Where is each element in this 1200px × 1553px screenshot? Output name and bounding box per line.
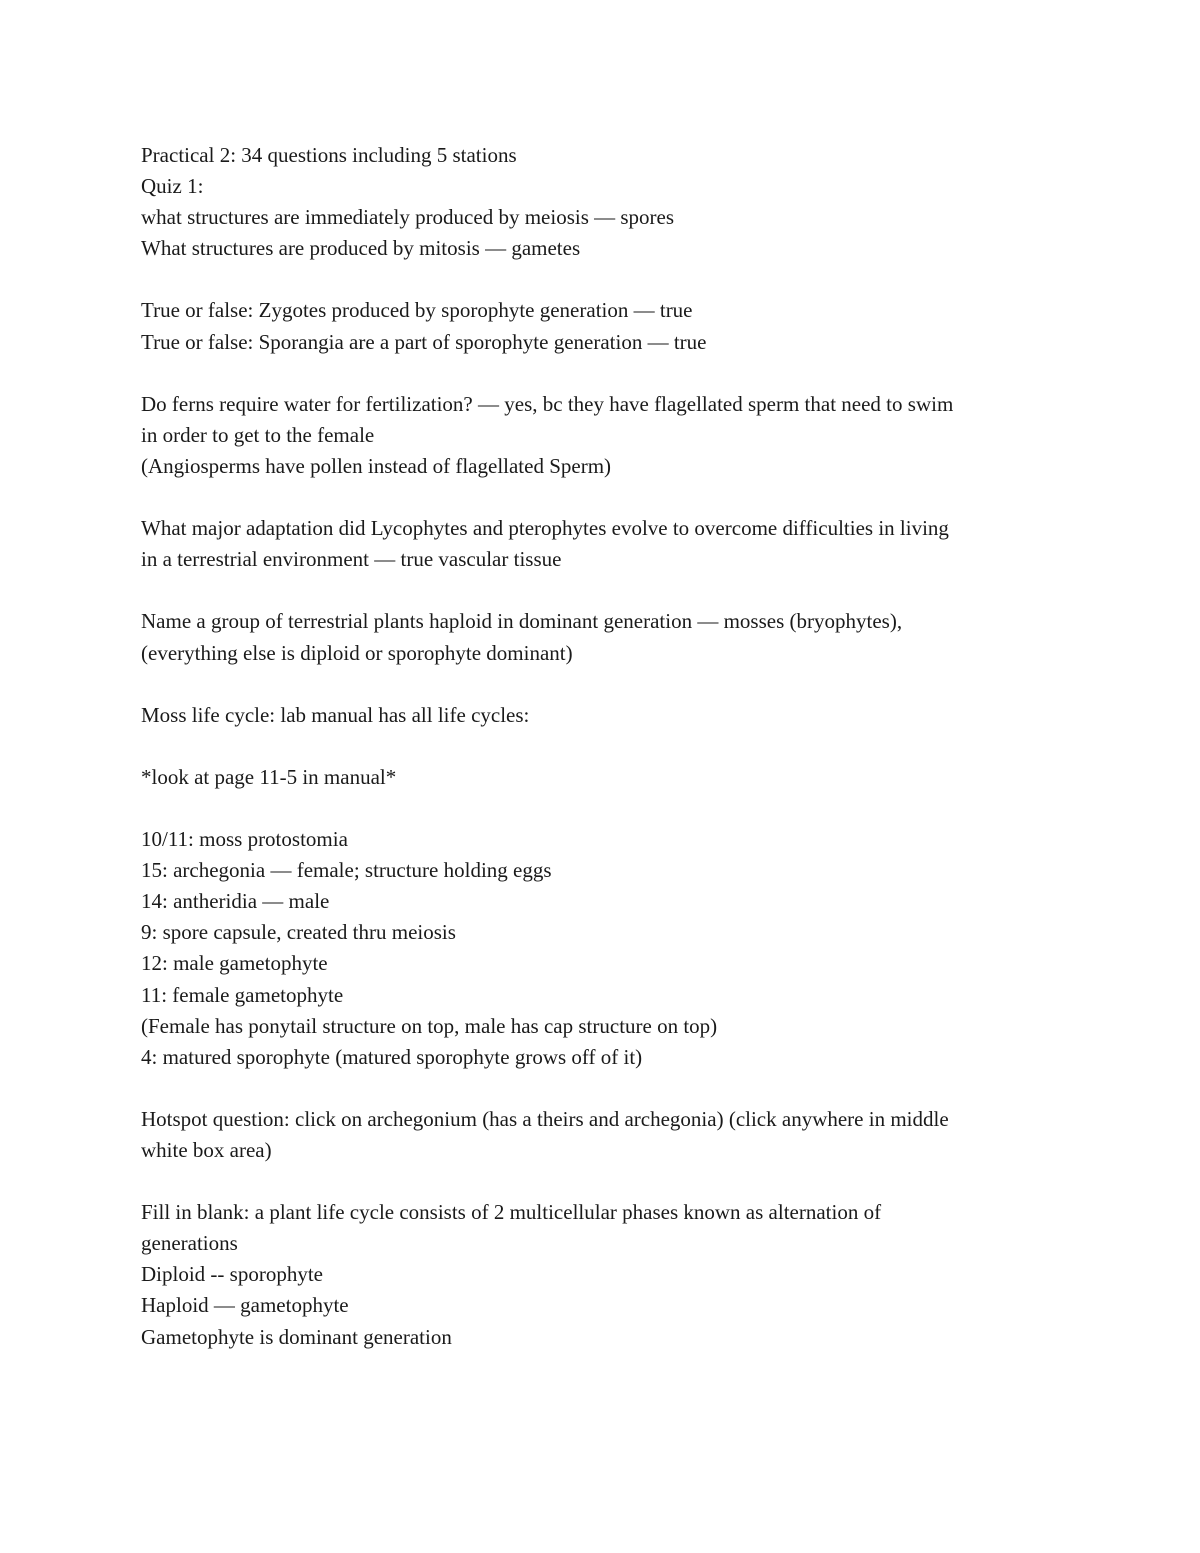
blank-line: [141, 1073, 1071, 1104]
text-line: Do ferns require water for fertilization? — yes, bc they have flagellated sperm that need to swim: [141, 391, 954, 416]
text-line: 15: archegonia — female; structure holding eggs: [141, 858, 552, 883]
text-line: Name a group of terrestrial plants haploid in dominant generation — mosses (bryophytes),: [141, 609, 903, 634]
blank-line: [141, 793, 1071, 824]
text-line: in order to get to the female: [141, 422, 375, 447]
text-line: Hotspot question: click on archegonium (has a theirs and archegonia) (click anywhere in middle: [141, 1106, 949, 1131]
blank-line: [141, 731, 1071, 762]
text-line: 11: female gametophyte: [141, 982, 344, 1007]
text-line: (Angiosperms have pollen instead of flagellated Sperm): [141, 453, 612, 478]
text-line: What structures are produced by mitosis — gametes: [141, 236, 581, 261]
text-line: True or false: Zygotes produced by sporophyte generation — true: [141, 298, 693, 323]
text-line: (Female has ponytail structure on top, male has cap structure on top): [141, 1013, 718, 1038]
text-line: Fill in blank: a plant life cycle consists of 2 multicellular phases known as alternation of: [141, 1200, 882, 1225]
text-line: Moss life cycle: lab manual has all life cycles:: [141, 702, 530, 727]
text-line: 12: male gametophyte: [141, 951, 328, 976]
text-line: *look at page 11-5 in manual*: [141, 764, 397, 789]
text-line: 14: antheridia — male: [141, 889, 330, 914]
text-line: Quiz 1:: [141, 174, 204, 199]
text-line: Gametophyte is dominant generation: [141, 1324, 452, 1349]
text-line: generations: [141, 1231, 238, 1256]
text-line: Diploid -- sporophyte: [141, 1262, 323, 1287]
text-line: in a terrestrial environment — true vascular tissue: [141, 547, 562, 572]
text-line: What major adaptation did Lycophytes and pterophytes evolve to overcome difficulties in living: [141, 516, 949, 541]
text-line: 9: spore capsule, created thru meiosis: [141, 920, 456, 945]
text-line: Practical 2: 34 questions including 5 stations: [141, 143, 517, 167]
text-line: 4: matured sporophyte (matured sporophyte grows off of it): [141, 1044, 643, 1069]
text-line: what structures are immediately produced by meiosis — spores: [141, 205, 675, 230]
blank-line: [141, 575, 1071, 606]
blank-line: [141, 1166, 1071, 1197]
text-line: white box area): [141, 1138, 272, 1162]
document-body: [141, 140, 1071, 1353]
blank-line: [141, 482, 1071, 513]
text-line: Haploid — gametophyte: [141, 1293, 349, 1318]
text-line: True or false: Sporangia are a part of sporophyte generation — true: [141, 329, 707, 354]
blank-line: [141, 358, 1071, 389]
text-line: (everything else is diploid or sporophyte dominant): [141, 640, 573, 665]
text-line: 10/11: moss protostomia: [141, 827, 348, 852]
blank-line: [141, 669, 1071, 700]
blank-line: [141, 264, 1071, 295]
